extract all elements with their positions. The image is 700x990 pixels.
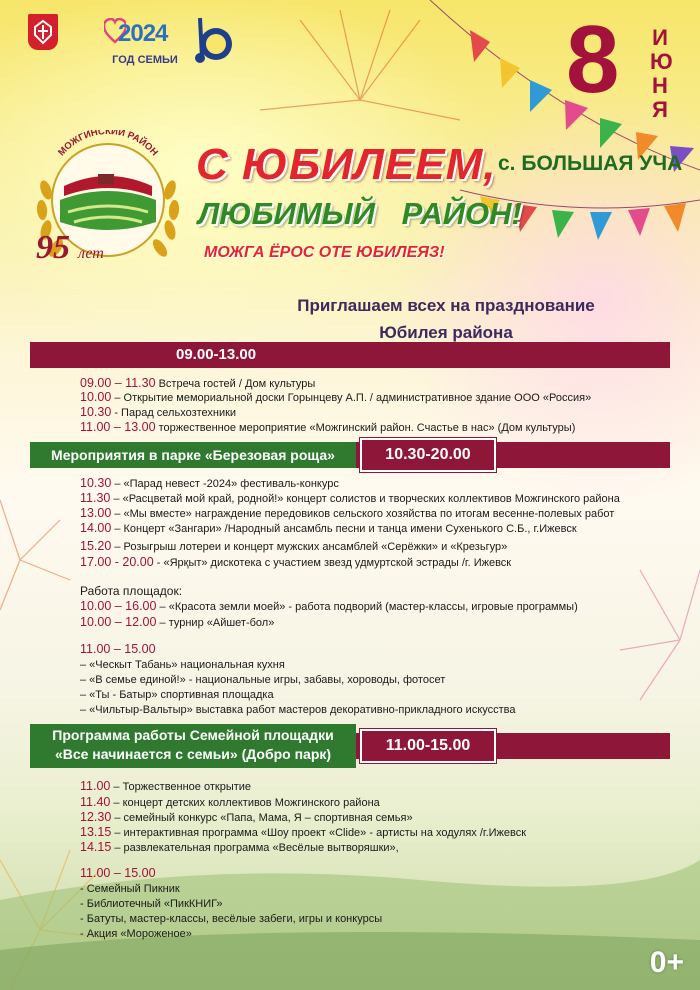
- schedule-item: 15.20 – Розыгрыш лотереи и концерт мужских ансамблей «Серёжки» и «Крезьгур»: [80, 539, 508, 553]
- date-month-letter: Ю: [650, 49, 673, 74]
- platforms-title: Работа площадок:: [80, 584, 183, 598]
- schedule-item: 11.00 – 13.00 торжественное мероприятие «Можгинский район. Счастье в нас» (Дом культуры): [80, 420, 576, 434]
- date-month-letter: Н: [652, 73, 668, 98]
- section2-time: 10.30-20.00: [360, 438, 496, 472]
- emblem-ring-text: МОЖГИНСКИЙ РАЙОН: [56, 130, 160, 159]
- extra-item: – «Ты - Батыр» спортивная площадка: [80, 689, 274, 701]
- year-logo-caption: ГОД СЕМЬИ: [112, 54, 178, 66]
- platform-item: 10.00 – 16.00 – «Красота земли моей» - работа подворий (мастер-классы, игровые программы): [80, 599, 578, 613]
- section1-bar: [30, 342, 670, 368]
- title-line-2: ЛЮБИМЫЙ РАЙОН!: [198, 196, 522, 231]
- schedule-item: 10.00 – Открытие мемориальной доски Горынцеву А.П. / административное здание ООО «Россия»: [80, 390, 592, 404]
- schedule-item: 13.00 – «Мы вместе» награждение передовиков сельского хозяйства по итогам весенне-полевых работ: [80, 506, 615, 520]
- extra-time: 11.00 – 15.00: [80, 866, 156, 880]
- date-day: 8: [566, 6, 620, 113]
- section3-label-line-1: Программа работы Семейной площадки: [52, 727, 334, 743]
- invitation: [250, 292, 642, 346]
- schedule-item: 17.00 - 20.00 - «Ярқыт» дискотека с участием звезд удмуртской эстрады /г. Ижевск: [80, 555, 512, 569]
- section2-label: Мероприятия в парке «Березовая роща»: [30, 442, 356, 468]
- section3-label-line-2: «Все начинается с семьи» (Добро парк): [54, 746, 332, 762]
- schedule-item: 11.00 – Торжественное открытие: [80, 779, 252, 793]
- section3-label: [30, 724, 356, 768]
- invitation-line-2: Юбилея района: [379, 323, 513, 342]
- extra-item: – «Чильтыр-Вальтыр» выставка работ мастеров декоративно-прикладного искусства: [80, 704, 516, 716]
- section3-time: 11.00-15.00: [360, 729, 496, 763]
- schedule-item: 12.30 – семейный конкурс «Папа, Мама, Я – спортивная семья»: [80, 810, 413, 824]
- schedule-item: 11.40 – концерт детских коллективов Можгинского района: [80, 795, 380, 809]
- date-month-letter: Я: [652, 97, 668, 122]
- age-rating: 0+: [649, 946, 684, 979]
- schedule-item: 10.30 - Парад сельхозтехники: [80, 405, 237, 419]
- year-of-family-logo: [104, 14, 186, 70]
- extra-time: 11.00 – 15.00: [80, 642, 156, 656]
- date-month: [650, 25, 673, 122]
- schedule-item: 13.15 – интерактивная программа «Шоу проект «Clide» - артисты на ходулях /г.Ижевск: [80, 825, 527, 839]
- title-line-1: С ЮБИЛЕЕМ,: [196, 140, 497, 189]
- schedule-item: 10.30 – «Парад невест -2024» фестиваль-конкурс: [80, 476, 339, 490]
- date-month-letter: И: [652, 25, 668, 50]
- invitation-line-1: Приглашаем всех на празднование: [297, 296, 595, 315]
- emblem-number: 95: [36, 229, 70, 266]
- year-logo-number: 2024: [118, 20, 168, 47]
- schedule-item: 14.15 – развлекательная программа «Весёлые вытворяшки»,: [80, 840, 399, 854]
- extra-item: - Библиотечный «ПикКНИГ»: [80, 898, 223, 910]
- wheat-wreath-icon: [28, 130, 188, 280]
- extra-item: - Семейный Пикник: [80, 883, 180, 895]
- platform-item: 10.00 – 12.00 – турнир «Айшет-бол»: [80, 615, 275, 629]
- udmurt-subtitle: МОЖГА ЁРОС ОТЕ ЮБИЛЕЯЗ!: [204, 244, 445, 261]
- udmurt-crest-icon: [28, 14, 58, 50]
- section1-time: 09.00-13.00: [176, 346, 257, 363]
- music-note-logo-icon: [192, 14, 236, 64]
- schedule-item: 14.00 – Концерт «Зангари» /Народный ансамбль песни и танца имени Сухенького С.Б., г.Ижевск: [80, 521, 577, 535]
- emblem-word: лет: [78, 245, 104, 262]
- village-name: с. БОЛЬШАЯ УЧА: [498, 152, 683, 175]
- anniversary-emblem: [28, 130, 188, 280]
- extra-item: – «В семье единой!» - национальные игры, забавы, хороводы, фотосет: [80, 674, 446, 686]
- schedule-item: 09.00 – 11.30 Встреча гостей / Дом культуры: [80, 376, 316, 390]
- extra-item: - Батуты, мастер-классы, весёлые забеги, игры и конкурсы: [80, 913, 383, 925]
- schedule-item: 11.30 – «Расцветай мой край, родной!» концерт солистов и творческих коллективов Можгинского района: [80, 491, 620, 505]
- extra-item: - Акция «Мороженое»: [80, 928, 192, 940]
- extra-item: – «Ческыт Табань» национальная кухня: [80, 659, 285, 671]
